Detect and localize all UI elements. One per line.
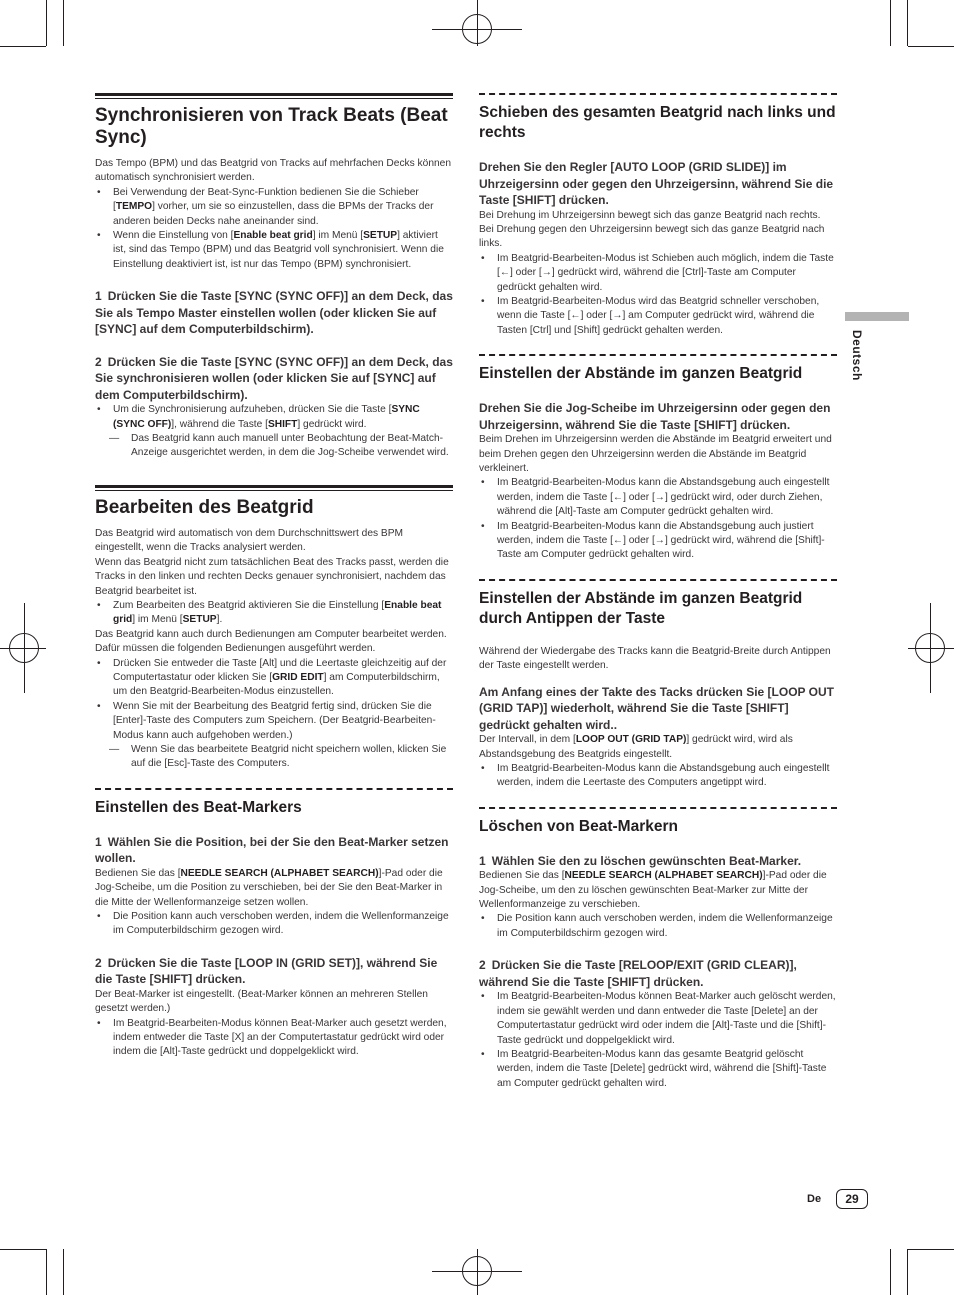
list-item: • Die Position kann auch verschoben werden, indem die Wellenformanzeige im Computerbildschirm gezogen wird. [95,910,453,939]
section-rule [479,93,837,95]
section-grid-tap [479,579,837,791]
section-rule [479,354,837,356]
paragraph: Bedienen Sie das [NEEDLE SEARCH (ALPHABET SEARCH)]-Pad oder die Jog-Scheibe, um die Position zu verschieben, bei der Sie den Beat-Marker in die Mitte der Wellenformanzeige setzen wollen. [95,867,443,908]
list-item: • Im Beatgrid-Bearbeiten-Modus kann die Abstandsgebung auch eingestellt werden, indem die Taste [←] oder [→] gedrückt wird, oder durch Ziehen, während die [Alt]-Taste am Computer gedrückt gehalten wird. [479,476,837,519]
section-beat-sync [95,93,453,461]
paragraph: Bei Drehung im Uhrzeigersinn bewegt sich das ganze Beatgrid nach rechts. Bei Drehung gegen den Uhrzeigersinn bewegt sich das ganze Beatgrid nach links. [479,209,825,250]
step-heading: 1 Wählen Sie die Position, bei der Sie den Beat-Marker setzen wollen. [95,834,449,866]
paragraph: Wenn das Beatgrid nicht zum tatsächlichen Beat des Tracks passt, werden die Tracks in den linken und rechten Decks genauer synchronisiert, nachdem das Beatgrid bearbeitet ist. [95,556,449,597]
step-heading: 1 Wählen Sie den zu löschen gewünschten Beat-Marker. [479,853,802,868]
paragraph: Beim Drehen im Uhrzeigersinn werden die Abstände im Beatgrid erweitert und beim Drehen gegen den Uhrzeigersinn werden die Abstände im Beatgrid verkleinert. [479,434,832,474]
section-edit-beatgrid [95,485,453,772]
list-item: • Im Beatgrid-Bearbeiten-Modus kann die Abstandsgebung auch justiert werden, indem die Taste [←] oder [→] gedrückt wird, während die [Shift]-Taste am Computer gedrückt gehalten wird. [479,520,837,563]
section-title: Einstellen der Abstände im ganzen Beatgrid [479,365,803,383]
list-item: • Zum Bearbeiten des Beatgrid aktivieren Sie die Einstellung [Enable beat grid] im Menü [SETUP]. [95,599,453,628]
list-item: • Drücken Sie entweder die Taste [Alt] und die Leertaste gleichzeitig auf der Computertastatur oder klicken Sie [GRID EDIT] am Computerbildschirm, um den Beatgrid-Bearbeiten-Modus einzustellen. [95,657,453,700]
list-item: • Um die Synchronisierung aufzuheben, drücken Sie die Taste [SYNC (SYNC OFF)], während die Taste [SHIFT] gedrückt wird. [95,403,453,432]
section-title: Bearbeiten des Beatgrid [95,496,314,518]
page-number: 29 [836,1189,868,1209]
left-column [95,93,453,1060]
paragraph: Bedienen Sie das [NEEDLE SEARCH (ALPHABET SEARCH)]-Pad oder die Jog-Scheibe, um den zu löschen gewünschten Beat-Marker zur Mitte der Wellenformanzeige zu verschieben. [479,870,827,911]
step-heading: 2 Drücken Sie die Taste [LOOP IN (GRID SET)], während Sie die Taste [SHIFT] drücken. [95,955,438,987]
list-item: • Im Beatgrid-Bearbeiten-Modus ist Schieben auch möglich, indem die Taste [←] oder [→] gedrückt wird, während die [Ctrl]-Taste am Computer gedrückt gehalten wird. [479,252,837,295]
list-item: • Die Position kann auch verschoben werden, indem die Wellenformanzeige im Computerbildschirm gezogen wird. [479,912,837,941]
step-heading: Am Anfang eines der Takte des Tacks drücken Sie [LOOP OUT (GRID TAP)] wiederholt, während Sie die Taste [SHIFT] gedrückt gehalten wird.. [479,684,834,732]
list-item: • Im Beatgrid-Bearbeiten-Modus können Beat-Marker auch gesetzt werden, indem entweder die Taste [X] an der Computertastatur gedrückt wird oder indem die [Alt]-Taste gedrückt und doppelgeklickt wird. [95,1017,453,1060]
paragraph: Der Intervall, in dem [LOOP OUT (GRID TAP)] gedrückt wird, wird als Abstandsgebung des Beatgrids eingestellt. [479,734,793,760]
paragraph: Während der Wiedergabe des Tracks kann die Beatgrid-Breite durch Antippen der Taste eingestellt werden. [479,645,831,672]
section-rule [95,788,453,790]
section-shift-beatgrid [479,93,837,338]
paragraph: Der Beat-Marker ist eingestellt. (Beat-Marker können an mehreren Stellen gesetzt werden.) [95,988,428,1015]
section-title: Löschen von Beat-Markern [479,817,678,835]
list-item: • Im Beatgrid-Bearbeiten-Modus können Beat-Marker auch gelöscht werden, indem sie gewählt werden und dann entweder die Taste [Delete] an der Computertastatur gedrückt wird oder indem die [Alt]-Taste und die [Shift]-Taste gedrückt und doppelgeklickt wird. [479,990,837,1048]
section-title: Einstellen des Beat-Markers [95,798,302,816]
step-heading: 2 Drücken Sie die Taste [RELOOP/EXIT (GRID CLEAR)], während Sie die Taste [SHIFT] drücken. [479,958,797,989]
paragraph: Das Beatgrid kann auch durch Bedienungen am Computer bearbeitet werden. Dafür müssen die folgenden Bedienungen ausgeführt werden. [95,628,447,655]
section-rule [95,93,453,99]
section-set-beat-marker [95,788,453,1060]
paragraph: Das Beatgrid wird automatisch von dem Durchschnittswert des BPM eingestellt, wenn die Tracks analysiert werden. [95,527,404,554]
step-heading: Drehen Sie den Regler [AUTO LOOP (GRID SLIDE)] im Uhrzeigersinn oder gegen den Uhrzeigersinn, während Sie die Taste [SHIFT] drücken. [479,160,834,207]
step-heading: 2 Drücken Sie die Taste [SYNC (SYNC OFF)] an dem Deck, das Sie synchronisieren wollen (oder klicken Sie auf [SYNC] auf dem Computerbildschirm). [95,354,453,402]
section-grid-spacing [479,354,837,563]
list-item: • Im Beatgrid-Bearbeiten-Modus wird das Beatgrid schneller verschoben, wenn die Taste [←] oder [→] am Computer gedrückt wird, während die Tasten [Ctrl] und [Shift] gedrückt gehalten werden. [479,295,837,338]
section-title: Synchronisieren von Track Beats (Beat Sync) [95,105,448,148]
list-item: • Wenn Sie mit der Bearbeitung des Beatgrid fertig sind, drücken Sie die [Enter]-Taste des Computers zum Speichern. (Der Beatgrid-Bearbeiten-Modus kann auch aufgehoben werden.) [95,700,453,743]
section-title: Schieben des gesamten Beatgrid nach links und rechts [479,104,836,141]
section-rule [479,807,837,809]
section-delete-beat-marker [479,807,837,1091]
note-item: — Das Beatgrid kann auch manuell unter Beobachtung der Beat-Match-Anzeige ausgerichtet werden, in dem die Jog-Scheibe verwendet wird. [95,432,453,461]
step-heading: 1 Drücken Sie die Taste [SYNC (SYNC OFF)] an dem Deck, das Sie als Tempo Master einstellen wollen (oder klicken Sie auf [SYNC] auf dem Computerbildschirm). [95,289,453,337]
step-heading: Drehen Sie die Jog-Scheibe im Uhrzeigersinn oder gegen den Uhrzeigersinn, während Sie die Taste [SHIFT] drücken. [479,401,831,432]
language-tab [845,312,909,321]
list-item: • Bei Verwendung der Beat-Sync-Funktion bedienen Sie die Schieber [TEMPO] vorher, um sie so einzustellen, dass die BPMs der Tracks der anderen beiden Decks nahe aneinander sind. [95,186,453,229]
footer-language-code: De [807,1193,822,1205]
section-rule [95,485,453,491]
list-item: • Im Beatgrid-Bearbeiten-Modus kann das gesamte Beatgrid gelöscht werden, indem die Taste [Delete] gedrückt wird, während die [Shift]-Taste am Computer gedrückt gehalten wird. [479,1048,837,1091]
section-rule [479,579,837,581]
language-label: Deutsch [850,330,864,381]
list-item: • Wenn die Einstellung von [Enable beat grid] im Menü [SETUP] aktiviert ist, sind das Tempo (BPM) und das Beatgrid voll synchronisiert. Wenn die Einstellung deaktiviert ist, ist nur das Tempo (BPM) synchronisiert. [95,229,453,272]
right-column [479,93,837,1091]
note-item: — Wenn Sie das bearbeitete Beatgrid nicht speichern wollen, klicken Sie auf die [Esc]-Taste des Computers. [95,743,453,772]
paragraph: Das Tempo (BPM) und das Beatgrid von Tracks auf mehrfachen Decks können automatisch synchronisiert werden. [95,158,451,184]
list-item: • Im Beatgrid-Bearbeiten-Modus kann die Abstandsgebung auch eingestellt werden, indem die Leertaste des Computers angetippt wird. [479,762,837,791]
section-title: Einstellen der Abstände im ganzen Beatgrid durch Antippen der Taste [479,589,803,627]
